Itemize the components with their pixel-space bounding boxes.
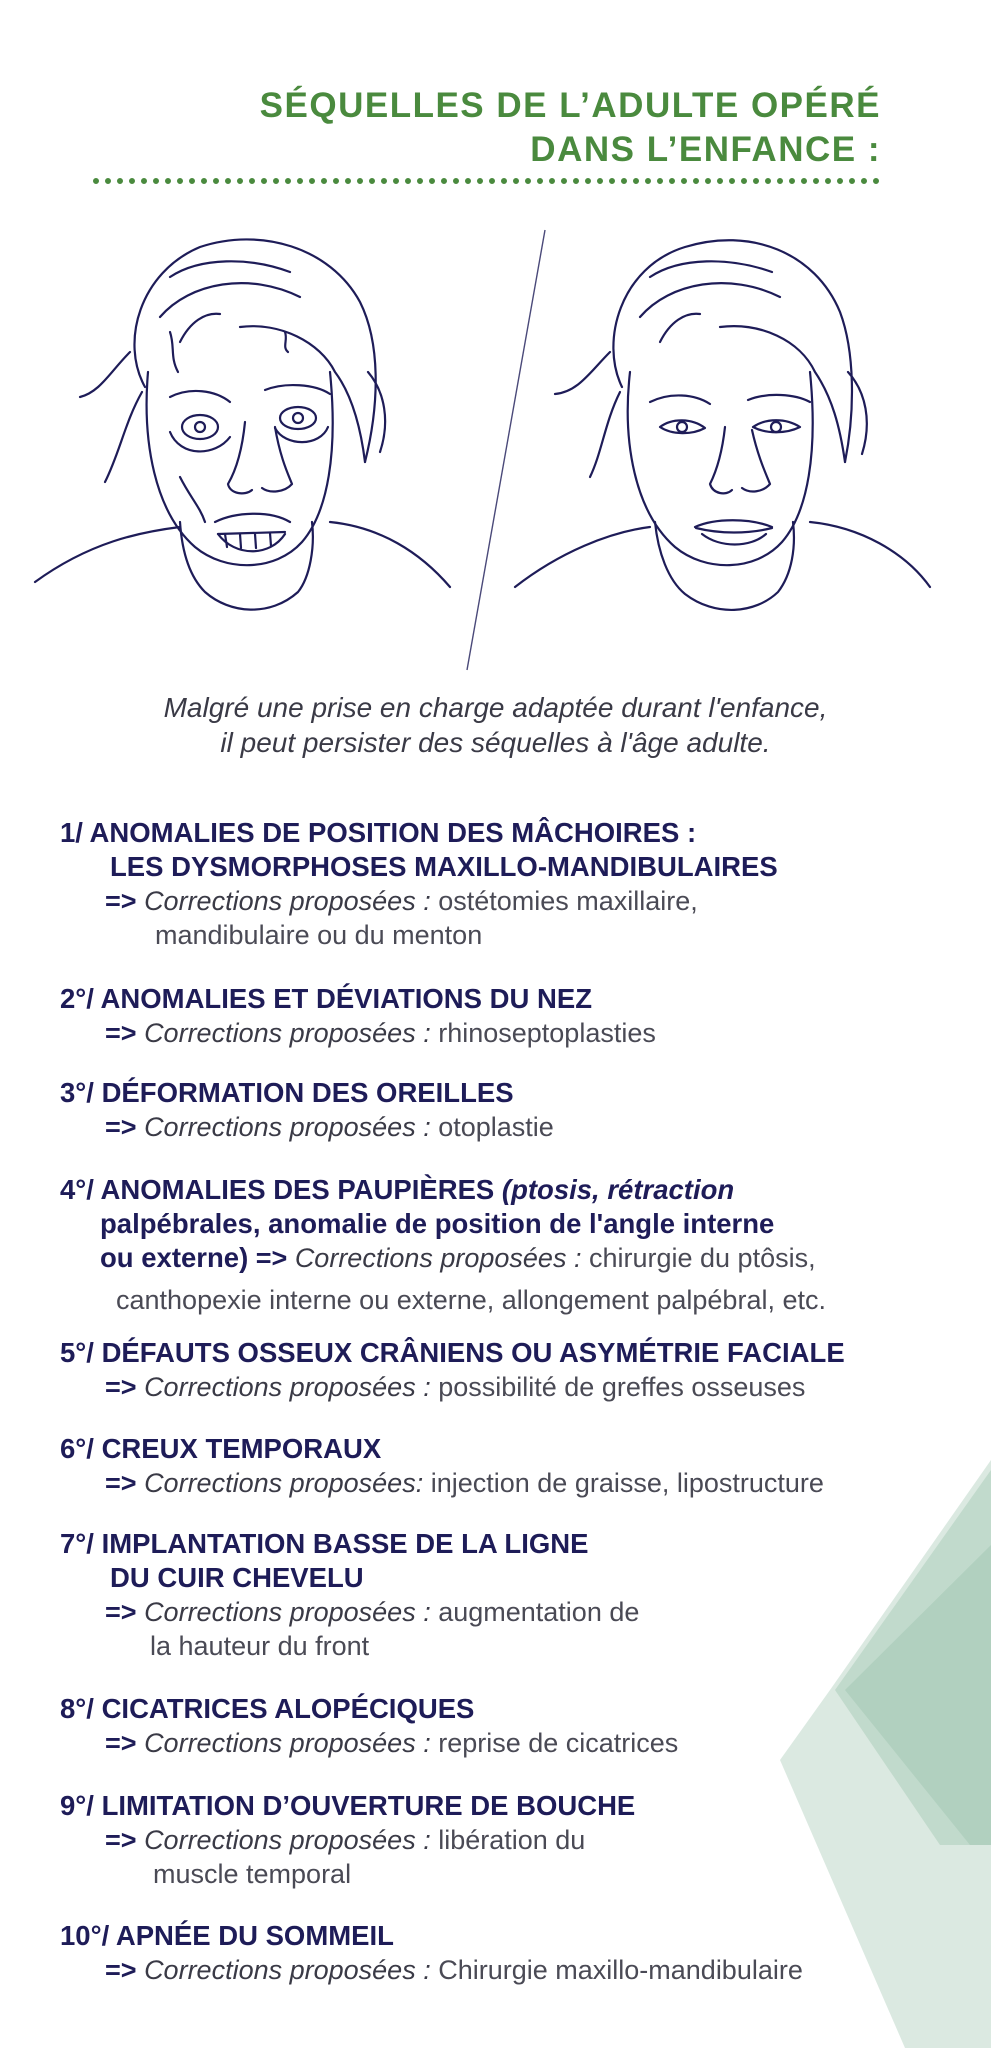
corrections-label: Corrections proposées : (294, 1243, 582, 1273)
item-heading-text: 4°/ ANOMALIES DES PAUPIÈRES (60, 1174, 495, 1205)
item-heading: 1/ ANOMALIES DE POSITION DES MÂCHOIRES : (60, 817, 697, 848)
item-heading: 9°/ LIMITATION D’OUVERTURE DE BOUCHE (60, 1790, 636, 1821)
correction-text: ostétomies maxillaire, (438, 886, 698, 916)
correction-text: chirurgie du ptôsis, (588, 1243, 816, 1273)
faces-illustration (30, 222, 950, 682)
corrections-label: Corrections proposées : (144, 1372, 431, 1402)
intro-line-2: il peut persister des séquelles à l'âge adulte. (220, 727, 771, 758)
faces-divider-line (467, 230, 545, 670)
item-heading: 2°/ ANOMALIES ET DÉVIATIONS DU NEZ (60, 983, 593, 1014)
list-item (60, 982, 930, 1050)
correction-text: injection de graisse, lipostructure (430, 1468, 824, 1498)
list-item (60, 1527, 930, 1663)
title-line-2: DANS L’ENFANCE : (530, 130, 881, 169)
correction-text-line-2: muscle temporal (153, 1859, 352, 1889)
corrections-label: Corrections proposées : (144, 886, 431, 916)
item-correction (60, 884, 930, 918)
arrow-icon: => (105, 1825, 137, 1855)
item-heading-detail-line-2: palpébrales, anomalie de position de l'angle interne (100, 1208, 775, 1239)
intro-line-1: Malgré une prise en charge adaptée durant l'enfance, (163, 692, 828, 723)
correction-text: libération du (438, 1825, 586, 1855)
item-correction (60, 1466, 930, 1500)
title-dotted-divider (92, 176, 880, 186)
item-heading: 5°/ DÉFAUTS OSSEUX CRÂNIENS OU ASYMÉTRIE FACIALE (60, 1337, 845, 1368)
list-item (60, 816, 930, 952)
correction-text: possibilité de greffes osseuses (438, 1372, 806, 1402)
correction-text: augmentation de (438, 1597, 640, 1627)
correction-text-line-2: canthopexie interne ou externe, allongement palpébral, etc. (116, 1285, 826, 1315)
face-with-sequelae-drawing (35, 239, 450, 609)
item-heading-detail-line-3: ou externe) (100, 1242, 249, 1273)
item-correction (60, 1726, 930, 1760)
list-item (60, 1432, 930, 1500)
correction-text-line-2: la hauteur du front (150, 1631, 370, 1661)
corrections-label: Corrections proposées : (144, 1955, 431, 1985)
arrow-icon: => (105, 1112, 137, 1142)
corrections-label: Corrections proposées : (144, 1018, 431, 1048)
correction-text-line-2: mandibulaire ou du menton (155, 920, 483, 950)
page-title (260, 84, 881, 172)
item-correction (60, 1823, 930, 1857)
item-correction (60, 1595, 930, 1629)
item-heading-line-2: DU CUIR CHEVELU (110, 1562, 364, 1593)
list-item (60, 1173, 930, 1317)
correction-text: otoplastie (438, 1112, 554, 1142)
arrow-icon: => (105, 1468, 137, 1498)
item-heading: 3°/ DÉFORMATION DES OREILLES (60, 1077, 514, 1108)
arrow-icon: => (105, 1597, 137, 1627)
item-heading: 10°/ APNÉE DU SOMMEIL (60, 1920, 394, 1951)
corrections-label: Corrections proposées : (144, 1112, 431, 1142)
item-correction (60, 1241, 930, 1275)
list-item (60, 1076, 930, 1144)
list-item (60, 1789, 930, 1891)
item-correction (60, 1016, 930, 1050)
arrow-icon: => (105, 1372, 137, 1402)
item-correction (60, 1953, 930, 1987)
item-correction (60, 1110, 930, 1144)
corrections-label: Corrections proposées : (144, 1825, 431, 1855)
item-heading: 7°/ IMPLANTATION BASSE DE LA LIGNE (60, 1528, 589, 1559)
arrow-icon: => (105, 1728, 137, 1758)
correction-text: reprise de cicatrices (438, 1728, 679, 1758)
item-heading: 8°/ CICATRICES ALOPÉCIQUES (60, 1693, 475, 1724)
intro-text (0, 690, 991, 760)
arrow-icon: => (255, 1243, 288, 1273)
item-heading-detail: (ptosis, rétraction (501, 1174, 735, 1205)
correction-text: Chirurgie maxillo-mandibulaire (438, 1955, 803, 1985)
arrow-icon: => (105, 1955, 137, 1985)
item-heading-line-2: LES DYSMORPHOSES MAXILLO-MANDIBULAIRES (110, 851, 778, 882)
item-heading (60, 1173, 930, 1207)
corrections-label: Corrections proposées : (144, 1597, 431, 1627)
list-item (60, 1919, 930, 1987)
correction-text: rhinoseptoplasties (438, 1018, 656, 1048)
title-line-1: SÉQUELLES DE L’ADULTE OPÉRÉ (259, 86, 881, 125)
item-heading: 6°/ CREUX TEMPORAUX (60, 1433, 382, 1464)
face-after-correction-drawing (515, 240, 930, 610)
corrections-label: Corrections proposées : (144, 1728, 431, 1758)
corrections-label: Corrections proposées: (144, 1468, 424, 1498)
item-correction (60, 1370, 930, 1404)
arrow-icon: => (105, 886, 137, 916)
list-item (60, 1336, 930, 1404)
list-item (60, 1692, 930, 1760)
arrow-icon: => (105, 1018, 137, 1048)
